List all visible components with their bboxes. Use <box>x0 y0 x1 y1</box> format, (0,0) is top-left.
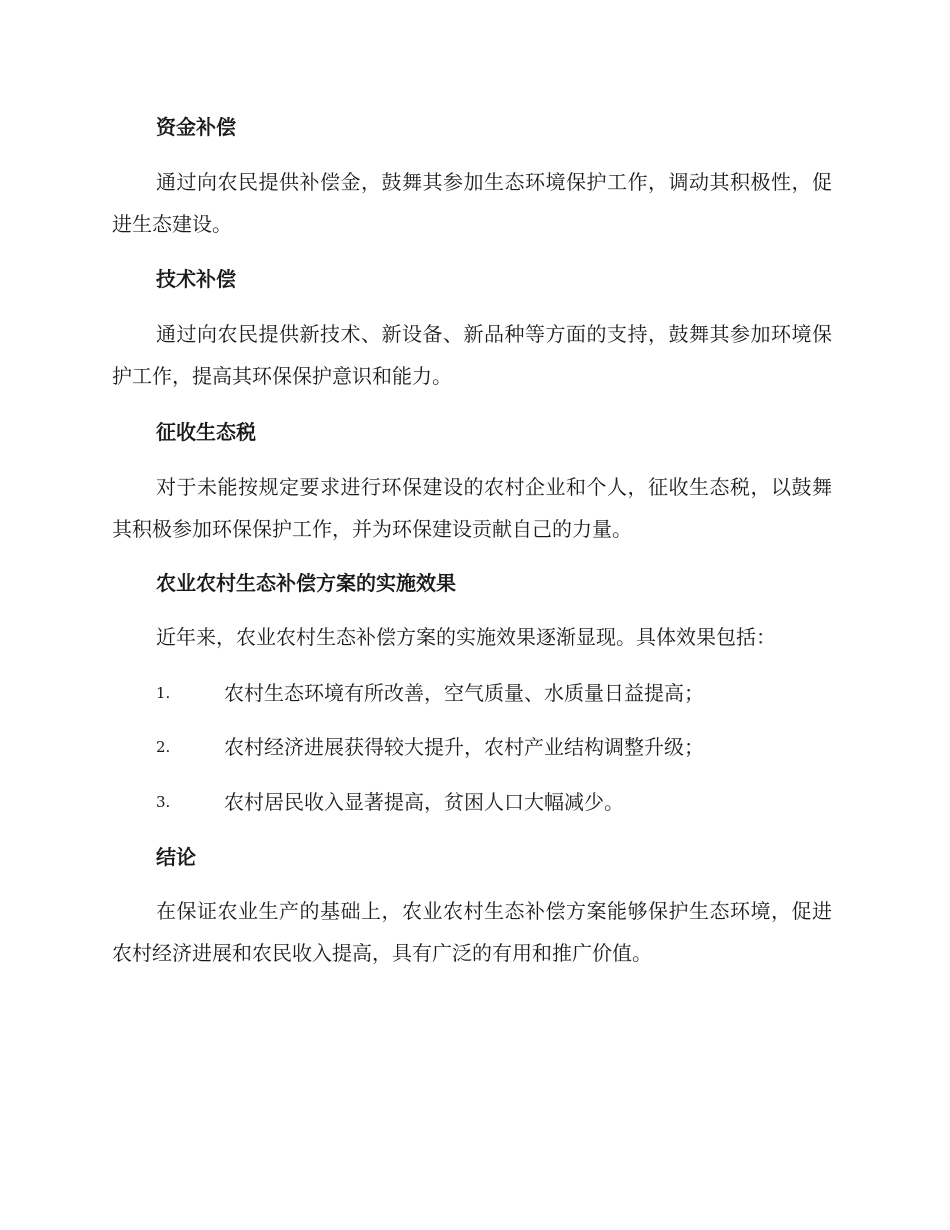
section-heading-funding: 资金补偿 <box>156 115 236 139</box>
paragraph-tax: 对于未能按规定要求进行环保建设的农村企业和个人，征收生态税，以鼓舞其积极参加环保保护工作，并为环保建设贡献自己的力量。 <box>112 475 832 541</box>
list-item <box>112 788 832 816</box>
section-heading-conclusion: 结论 <box>156 845 196 869</box>
list-item <box>112 679 832 707</box>
paragraph-funding: 通过向农民提供补偿金，鼓舞其参加生态环境保护工作，调动其积极性，促进生态建设。 <box>112 170 832 236</box>
paragraph-conclusion: 在保证农业生产的基础上，农业农村生态补偿方案能够保护生态环境，促进农村经济进展和农民收入提高，具有广泛的有用和推广价值。 <box>112 899 832 965</box>
list-item-text: 农村生态环境有所改善，空气质量、水质量日益提高； <box>224 681 704 705</box>
list-item-number: 1. <box>156 684 171 702</box>
list-item-text: 农村经济进展获得较大提升，农村产业结构调整升级； <box>224 735 704 759</box>
section-heading-tax: 征收生态税 <box>156 420 256 444</box>
list-item-number: 2. <box>156 738 171 756</box>
list-item-number: 3. <box>156 793 171 811</box>
list-item <box>112 733 832 761</box>
section-heading-technology: 技术补偿 <box>156 267 236 291</box>
paragraph-effects-intro: 近年来，农业农村生态补偿方案的实施效果逐渐显现。具体效果包括： <box>156 625 776 649</box>
list-item-text: 农村居民收入显著提高，贫困人口大幅减少。 <box>224 790 624 814</box>
section-heading-effects: 农业农村生态补偿方案的实施效果 <box>156 571 456 595</box>
paragraph-technology: 通过向农民提供新技术、新设备、新品种等方面的支持，鼓舞其参加环境保护工作，提高其环保保护意识和能力。 <box>112 322 832 388</box>
